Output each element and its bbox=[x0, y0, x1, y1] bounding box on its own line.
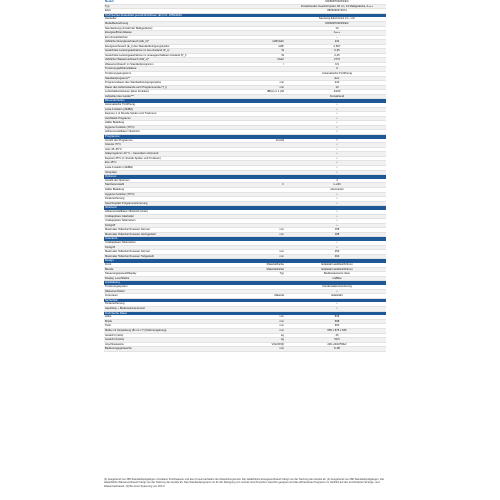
spec-unit bbox=[206, 108, 288, 112]
spec-value: • bbox=[336, 147, 338, 151]
spec-label: Anzahl der Programme bbox=[105, 138, 133, 142]
spec-unit bbox=[206, 202, 288, 206]
spec-value: • bbox=[336, 302, 338, 306]
spec-value: 50,5 bbox=[334, 338, 340, 342]
spec-label: Breite bbox=[105, 319, 113, 323]
spec-label: Gewicht (netto) bbox=[105, 333, 124, 337]
spec-label: Wasserenthärter bbox=[105, 289, 125, 293]
section-header: Besonderheiten bbox=[104, 99, 386, 103]
spec-value: 44/43 bbox=[333, 90, 341, 94]
spec-unit bbox=[206, 22, 288, 26]
spec-value: 45 bbox=[335, 333, 339, 337]
spec-value: 0,827 bbox=[333, 44, 341, 48]
spec-row bbox=[104, 347, 386, 352]
spec-unit: Typ bbox=[279, 272, 284, 276]
spec-label: Umklappbare Tellerreihen bbox=[105, 241, 136, 245]
spec-value: 13 bbox=[335, 26, 339, 30]
spec-label: Umklappbare Tellerreihen bbox=[105, 219, 136, 223]
spec-value: • bbox=[336, 156, 338, 160]
spec-label: Vorspülen bbox=[105, 170, 117, 174]
spec-unit: Material/Farbe bbox=[266, 263, 284, 267]
spec-value: 9,9 bbox=[335, 62, 339, 66]
spec-unit: W bbox=[281, 49, 284, 53]
section-header: Optionen bbox=[104, 175, 386, 179]
spec-unit bbox=[206, 166, 288, 170]
spec-value: rot/Blue bbox=[332, 276, 342, 280]
spec-value: 598 bbox=[334, 319, 340, 323]
spec-value: 4 bbox=[336, 178, 338, 182]
spec-unit bbox=[206, 307, 288, 311]
spec-unit: Anzahl bbox=[275, 138, 284, 142]
spec-value: • bbox=[336, 245, 338, 249]
spec-unit: mm bbox=[279, 315, 284, 319]
spec-unit: mm bbox=[279, 347, 284, 351]
spec-label: Kindersicherung bbox=[105, 302, 125, 306]
section-header: Technische Daten bbox=[104, 312, 386, 316]
spec-label: Gewicht (brutto) bbox=[105, 338, 125, 342]
spec-value: Automatische Türöffnung bbox=[322, 72, 352, 75]
spec-unit bbox=[206, 126, 288, 130]
spec-label: Blende bbox=[105, 267, 114, 271]
spec-unit bbox=[206, 17, 288, 21]
spec-label: Hygiene Funktion (70°C) bbox=[105, 192, 135, 196]
spec-label: Anschlusswerte bbox=[105, 342, 124, 346]
spec-unit: min bbox=[279, 85, 284, 89]
spec-unit bbox=[206, 241, 288, 245]
spec-label: Hersteller bbox=[105, 17, 117, 21]
spec-unit: kg bbox=[281, 333, 284, 337]
spec-unit bbox=[206, 31, 288, 35]
spec-label: Korbgriff bbox=[105, 245, 116, 249]
spec-value: 234 bbox=[334, 40, 340, 44]
spec-value: • bbox=[336, 107, 338, 111]
spec-label: Intensiv 70°C bbox=[105, 143, 122, 147]
spec-label: Höhenverstellbarer Oberkorb bbox=[105, 130, 140, 134]
spec-value: Freistehender Geschirrspüler, 60 cm, 13 Maßgedecke, A+++ bbox=[300, 4, 374, 8]
spec-unit: kg bbox=[281, 338, 284, 342]
spec-value: • bbox=[336, 201, 338, 205]
spec-value: 845 bbox=[334, 315, 340, 319]
spec-unit bbox=[206, 72, 288, 76]
spec-label: Maximaler Tellerdurchmesser Normal bbox=[105, 228, 150, 232]
spec-value: 7 bbox=[336, 138, 338, 142]
spec-unit bbox=[206, 130, 288, 134]
spec-unit bbox=[206, 171, 288, 175]
spec-value: • bbox=[336, 116, 338, 120]
spec-label: Express 65°C (1 Stunde Spülen und Trocknen) bbox=[105, 156, 161, 160]
spec-unit bbox=[206, 9, 288, 13]
spec-label: Jährlicher Energieverbrauch (AE_C)* bbox=[105, 40, 150, 44]
spec-unit bbox=[206, 161, 288, 165]
spec-unit: mm bbox=[279, 254, 284, 258]
spec-label: Energieeffizienzklasse bbox=[105, 31, 132, 35]
spec-label: Bedienungsgeräusche bbox=[105, 347, 132, 351]
spec-label: Front bbox=[105, 263, 112, 267]
spec-label: Modellbezeichnung bbox=[105, 21, 129, 25]
spec-label: Korbgriff bbox=[105, 223, 116, 227]
spec-unit bbox=[206, 121, 288, 125]
spec-label: Hygiene Funktion (70°C) bbox=[105, 125, 135, 129]
spec-label: AquaStop + Bodenwannensensor bbox=[105, 306, 146, 310]
spec-unit bbox=[206, 103, 288, 107]
spec-label: Gewichtete Leistungsaufnahme im Aus-Zustand (P_o) bbox=[105, 49, 170, 53]
spec-unit bbox=[206, 224, 288, 228]
section-header: Unterkorb bbox=[104, 237, 386, 241]
spec-value: 210 bbox=[334, 81, 340, 85]
spec-unit bbox=[206, 215, 288, 219]
spec-label: Innenraum bbox=[105, 294, 118, 298]
spec-value: 1–24h bbox=[333, 183, 341, 187]
spec-value: Edelstahl weiß/leicht/Inoxi bbox=[321, 263, 353, 267]
spec-value: • bbox=[336, 219, 338, 223]
spec-unit bbox=[206, 179, 288, 183]
spec-label: Express 1 (1 Stunde Spülen und Trocknen) bbox=[105, 112, 157, 116]
spec-value: • bbox=[336, 223, 338, 227]
spec-label: Halbe Beladung bbox=[105, 187, 125, 191]
spec-value: Edelstahl bbox=[331, 294, 343, 298]
spec-unit: Material/Farbe bbox=[266, 267, 284, 271]
spec-label: Glasprogramm 40 °C – besonders schonend bbox=[105, 152, 159, 156]
spec-unit: l bbox=[283, 62, 284, 66]
spec-label: Dauer des Aufstzustands nach Programmende (T_l) bbox=[105, 85, 167, 89]
spec-unit: W bbox=[281, 53, 284, 57]
spec-label: Kindersicherung bbox=[105, 197, 125, 201]
spec-value: • bbox=[336, 197, 338, 201]
spec-unit: mm bbox=[279, 250, 284, 254]
spec-value: 168 bbox=[334, 228, 340, 232]
spec-value: A+++ bbox=[333, 31, 341, 35]
spec-value: • bbox=[336, 289, 338, 293]
spec-value: • bbox=[336, 103, 338, 107]
spec-value: • bbox=[336, 112, 338, 116]
spec-unit bbox=[206, 246, 288, 250]
spec-unit: h bbox=[282, 183, 284, 187]
spec-unit: l/Jahr bbox=[277, 58, 284, 62]
spec-value: Kondensationstrocknung bbox=[322, 285, 352, 288]
spec-value: • bbox=[336, 214, 338, 218]
spec-label: Eco 45°C bbox=[105, 161, 117, 165]
spec-label: Trocknungssystem bbox=[105, 285, 128, 288]
spec-unit: mm bbox=[279, 319, 284, 323]
spec-value: • bbox=[336, 165, 338, 169]
spec-value: • bbox=[336, 152, 338, 156]
spec-label: Gewichtete Leistungsaufnahme im unausgeschalteten Zustand (P_l) bbox=[105, 53, 187, 57]
footnote: (1) Ausgehend von 280 Standardspülgängen mit kaltem Frischwasser und dem Kosumverhalten der Abweichungsmodi. Der tatsächliche Energieverbrauch hängt von der Nutzung des Geräts ab. (2) Ausgehend von 280 Standardspülgängen. Der tatsächliche Wasserverbrauch hängt von der Nutzung des Geräts ab. Das Standardprogramm ist für die Reinigung von normal verschmutztem Geschirr geeignet und das effizienteste Programm im Hinblick auf den kombinierten Energie- und Wasserverbrauch. (3) Bei einer Spannung von 220 V. bbox=[104, 478, 385, 488]
spec-unit: Material bbox=[274, 294, 284, 298]
spec-unit bbox=[206, 290, 288, 294]
spec-unit: kWh bbox=[278, 44, 284, 48]
spec-value: A bbox=[336, 67, 338, 71]
section-header: Programme bbox=[104, 135, 386, 139]
spec-label: Luftschallemissionen (leise Funktion) bbox=[105, 90, 150, 94]
spec-value: oben/unten bbox=[330, 187, 344, 191]
spec-value: Freistehend bbox=[329, 94, 345, 98]
spec-unit bbox=[206, 112, 288, 116]
spec-value: 0,45 bbox=[334, 49, 340, 53]
spec-label: Speicherplatz Programmerinnerung bbox=[105, 201, 148, 205]
spec-unit: min bbox=[279, 81, 284, 85]
spec-unit bbox=[206, 117, 288, 121]
spec-value: 600 bbox=[334, 324, 340, 328]
spec-label: Leise Funktion (43dBA) bbox=[105, 165, 134, 169]
spec-unit bbox=[206, 277, 288, 281]
section-header: Ausstattung bbox=[104, 281, 386, 285]
spec-unit bbox=[206, 143, 288, 147]
spec-value: 10 bbox=[335, 85, 339, 89]
spec-unit: mm bbox=[279, 232, 284, 236]
spec-value: DW60R7040FS/EC bbox=[325, 21, 349, 25]
spec-value: 2772 bbox=[334, 58, 340, 62]
spec-unit bbox=[206, 5, 288, 9]
spec-unit bbox=[206, 67, 288, 71]
spec-label: Höhenverstellbarer Oberkorb (Auto) bbox=[105, 209, 148, 213]
spec-value: 220–240V/50Hz bbox=[327, 342, 347, 346]
spec-label: Anzahl der Optionen bbox=[105, 178, 130, 182]
spec-label: Automatische Türöffnung bbox=[105, 103, 135, 107]
spec-value: • bbox=[336, 192, 338, 196]
spec-value: • bbox=[336, 130, 338, 134]
spec-label: Steuerungspaneel/Display bbox=[105, 272, 137, 276]
spec-unit bbox=[206, 27, 288, 31]
spec-label: Standardprogramm** bbox=[105, 76, 131, 80]
spec-unit bbox=[206, 152, 288, 156]
spec-label: Display, Leuchtfarbe bbox=[105, 276, 130, 280]
spec-label: Nennleistung (Anzahl der Maßgedecke) bbox=[105, 26, 153, 30]
spec-unit: mm bbox=[279, 324, 284, 328]
spec-label: Umklappbare Glashalter bbox=[105, 214, 134, 218]
spec-unit bbox=[206, 77, 288, 81]
spec-value: • bbox=[336, 170, 338, 174]
spec-label: Höhe bbox=[105, 315, 112, 319]
section-header: Oberkorb bbox=[104, 206, 386, 210]
spec-unit bbox=[206, 0, 288, 4]
spec-label: AutoWash-Programm bbox=[105, 116, 131, 120]
spec-unit: dB(A) re 1 pW bbox=[266, 90, 284, 94]
spec-unit bbox=[206, 219, 288, 223]
spec-unit: mm bbox=[279, 228, 284, 232]
spec-label: Trocknungsprogramm bbox=[105, 72, 132, 75]
spec-label: EU-Umweltzeichen bbox=[105, 35, 128, 39]
spec-value: • bbox=[336, 161, 338, 165]
spec-unit bbox=[206, 302, 288, 306]
spec-value: – bbox=[336, 35, 338, 39]
spec-label: EAN bbox=[105, 9, 111, 13]
section-header: Sicherheit bbox=[104, 299, 386, 303]
spec-label: Maximaler Tellerdurchmesser Hochgestellt bbox=[105, 232, 156, 236]
spec-value: • bbox=[336, 241, 338, 245]
spec-label: Trocknungseffizienzklasse bbox=[105, 67, 137, 71]
spec-label: Maximaler Tellerdurchmesser Tiefgestellt bbox=[105, 254, 154, 258]
spec-value: DW60R7040FS/EC bbox=[325, 0, 349, 3]
spec-label: Wasserverbrauch im Standardprogramm bbox=[105, 62, 154, 66]
spec-unit bbox=[206, 285, 288, 289]
spec-unit: kWh/Jahr bbox=[272, 40, 284, 44]
spec-unit bbox=[206, 36, 288, 40]
spec-label: Auto 45–65°C bbox=[105, 147, 122, 151]
section-header: Design bbox=[104, 259, 386, 263]
spec-value: Eco bbox=[334, 76, 340, 80]
spec-label: Energieverbrauch (E_t) des Standardreinigungszyklus bbox=[105, 44, 170, 48]
spec-value: 8806090374974 bbox=[327, 9, 347, 13]
spec-value: Samsung Electronics Co., Ltd. bbox=[318, 17, 356, 21]
spec-value: • bbox=[336, 143, 338, 147]
spec-label: Aufstellen des Geräts*** bbox=[105, 94, 134, 98]
spec-value: • bbox=[336, 125, 338, 129]
spec-unit bbox=[206, 197, 288, 201]
spec-label: Maximaler Tellerdurchmesser Normal bbox=[105, 250, 150, 254]
spec-value: 300 bbox=[334, 254, 340, 258]
spec-unit bbox=[206, 188, 288, 192]
spec-value: • bbox=[336, 209, 338, 213]
spec-label: Modell bbox=[105, 0, 114, 3]
spec-label: Typ bbox=[105, 4, 110, 8]
spec-unit bbox=[206, 95, 288, 99]
spec-label: Programmdauer des Standardreinigungszyklus bbox=[105, 81, 162, 85]
spec-unit: mm bbox=[279, 328, 284, 332]
spec-unit bbox=[206, 148, 288, 152]
spec-unit: V/Hz/W(3) bbox=[271, 342, 284, 346]
spec-label: Jährlicher Wasserverbrauch (AW_c)* bbox=[105, 58, 150, 62]
spec-value: • bbox=[336, 121, 338, 125]
spec-unit bbox=[206, 193, 288, 197]
spec-value: Edelstahl weiß/leicht/Inoxi bbox=[321, 267, 353, 271]
spec-unit bbox=[206, 210, 288, 214]
spec-value: • bbox=[336, 306, 338, 310]
spec-value: 0–80 bbox=[334, 347, 340, 351]
spec-unit bbox=[206, 157, 288, 161]
spec-value: 655 x 875 x 645 bbox=[327, 328, 347, 332]
spec-value: 0,45 bbox=[334, 53, 340, 57]
spec-label: Startzeitvorwahl bbox=[105, 183, 125, 187]
section-header: Technisches Datenblatt gemäß Richtlinien (EU) Nr. 1059/2010 bbox=[104, 14, 386, 18]
spec-label: Maße mit Verpackung (B x H x T) (Nahmengebung) bbox=[105, 328, 167, 332]
spec-label: Halbe Beladung bbox=[105, 121, 125, 125]
spec-value: Bedienelemente oben bbox=[323, 272, 351, 276]
spec-label: Tiefe bbox=[105, 324, 111, 328]
spec-label: Leise Funktion (43dBA) bbox=[105, 107, 134, 111]
spec-value: 250 bbox=[334, 250, 340, 254]
product-datasheet bbox=[104, 0, 386, 352]
spec-value: 188 bbox=[334, 232, 340, 236]
